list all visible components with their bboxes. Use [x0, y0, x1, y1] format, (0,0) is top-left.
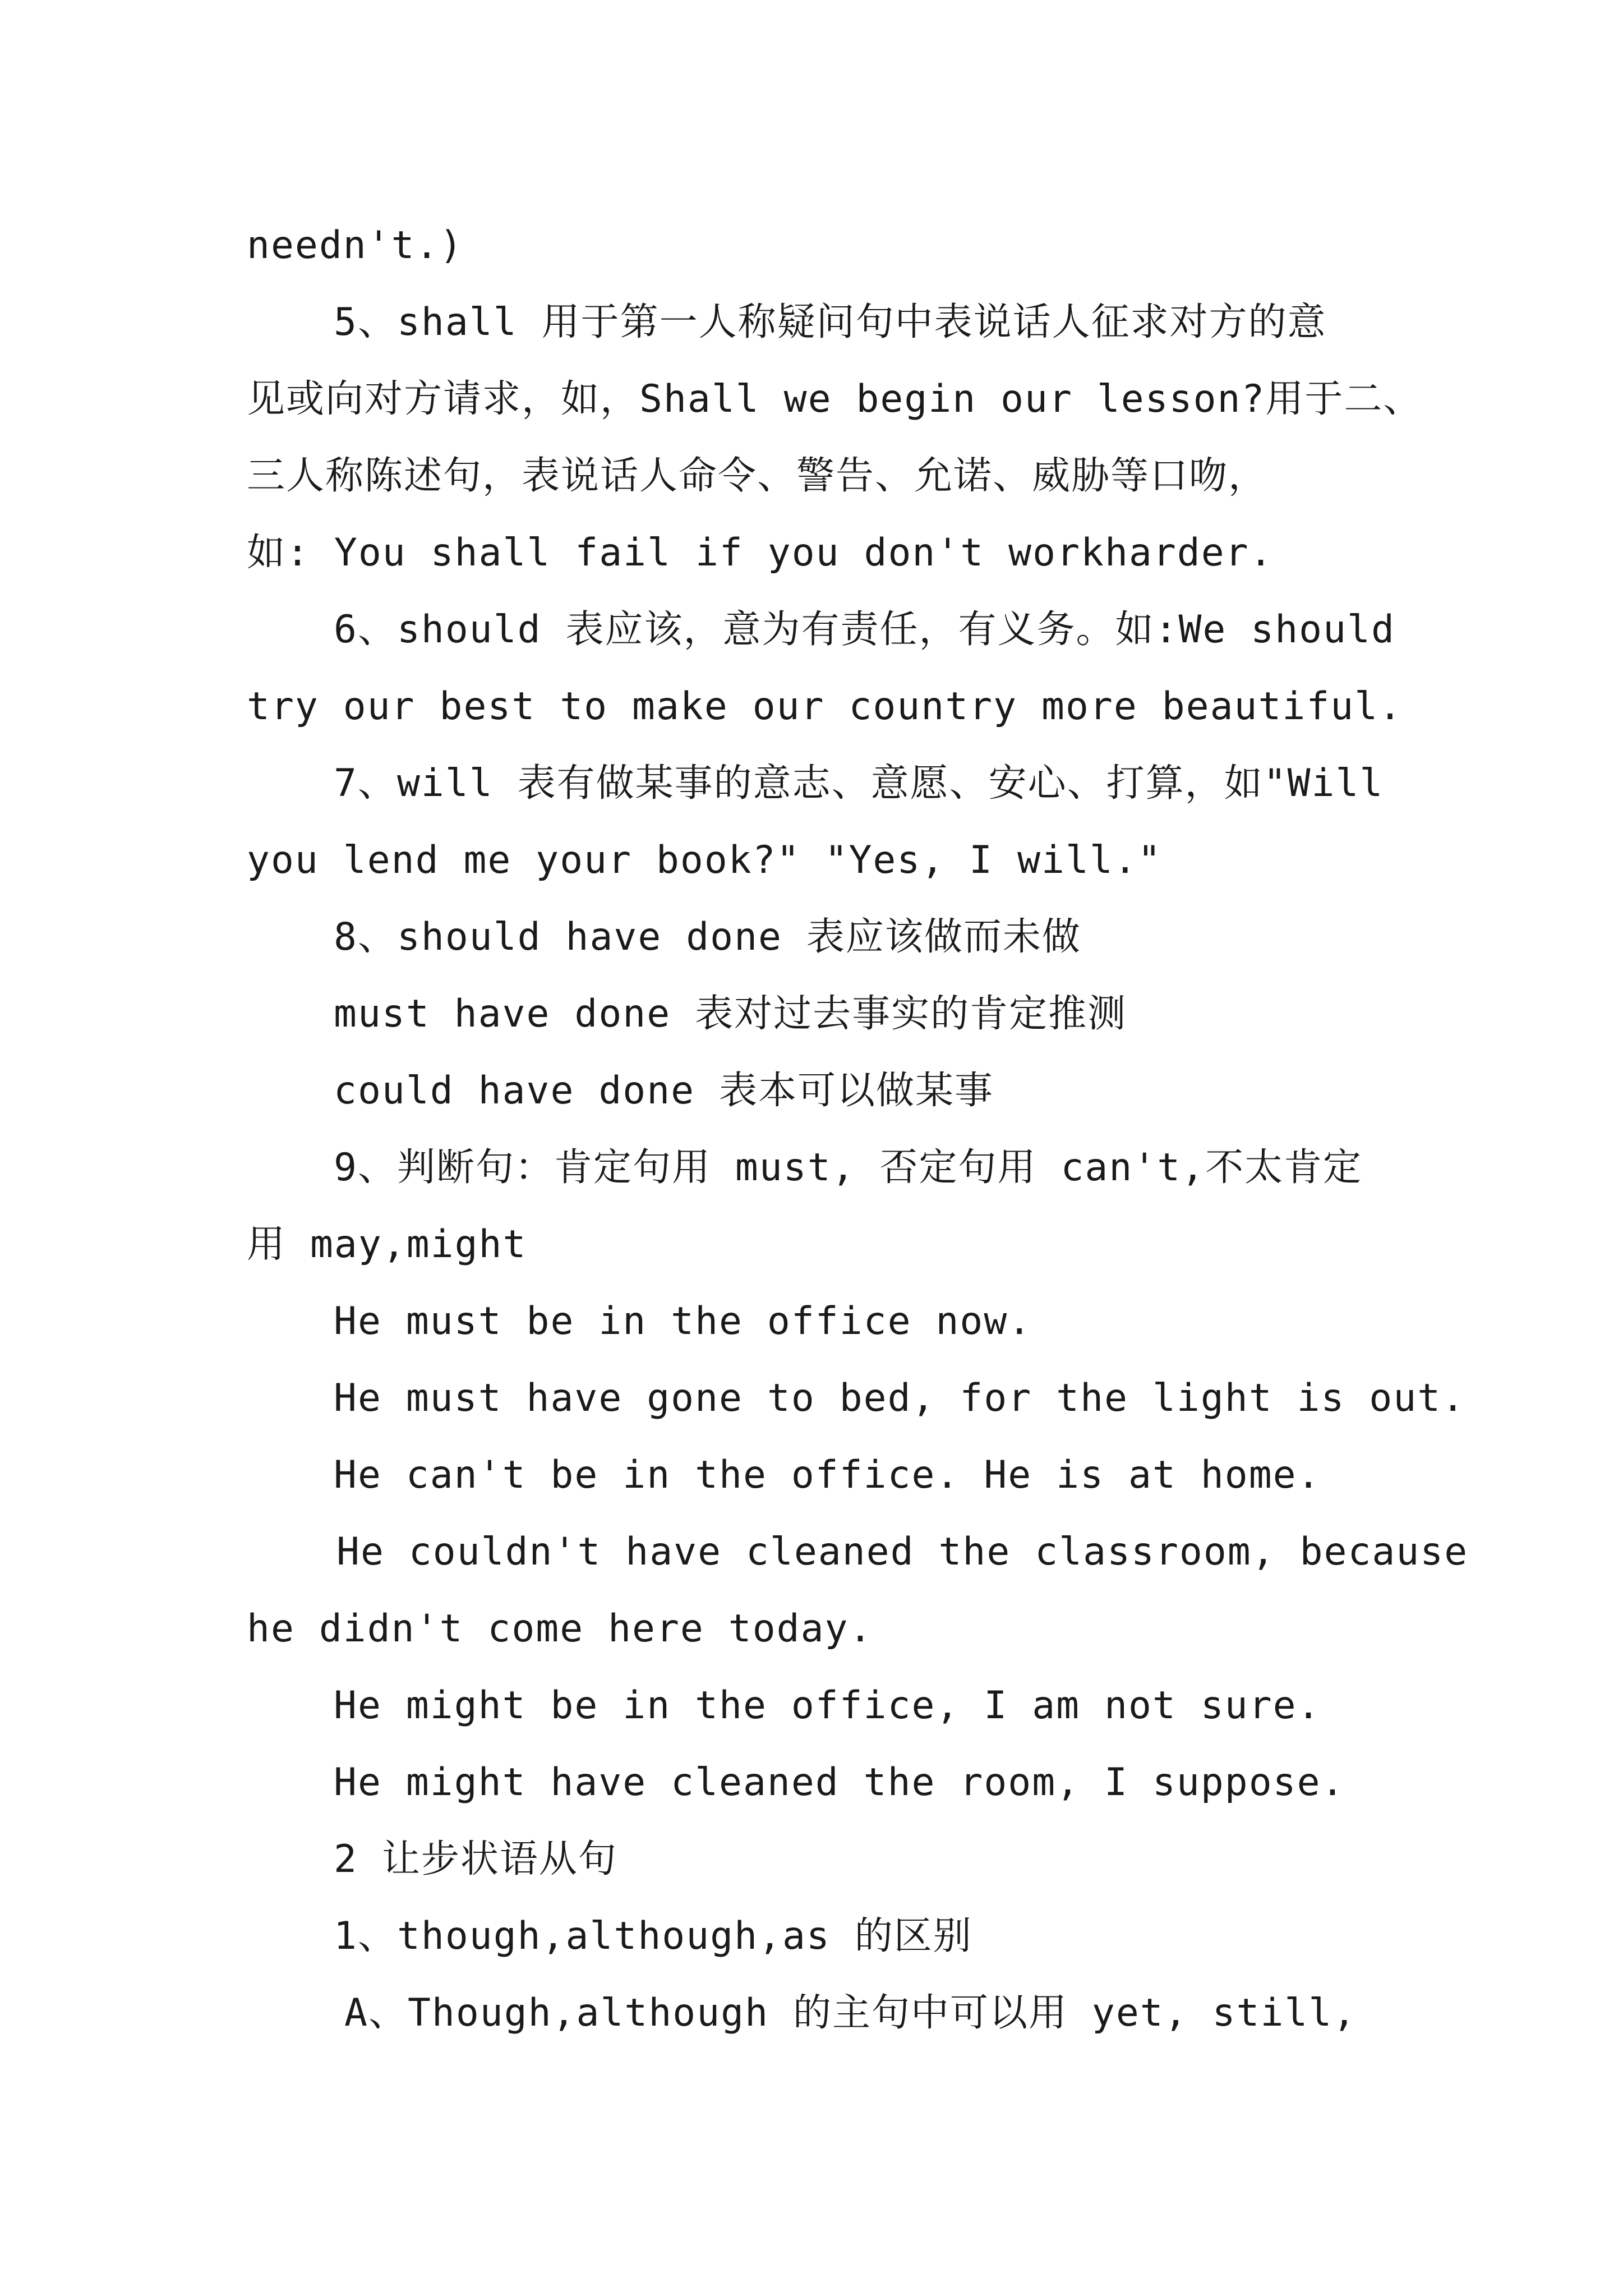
text-line: He might be in the office, I am not sure. [334, 1683, 1321, 1728]
text-line: He must be in the office now. [334, 1299, 1032, 1343]
text-line: 如: You shall fail if you don't workharder. [247, 531, 1274, 575]
text-line: 7、will 表有做某事的意志、意愿、安心、打算，如"Will [334, 761, 1384, 806]
text-line: 三人称陈述句，表说话人命令、警告、允诺、威胁等口吻， [247, 454, 1268, 498]
text-line: try our best to make our country more beautiful. [247, 684, 1403, 729]
text-line: 6、should 表应该，意为有责任，有义务。如:We should [334, 608, 1395, 652]
text-line: 5、shall 用于第一人称疑问句中表说话人征求对方的意 [334, 300, 1327, 344]
text-line: He can't be in the office. He is at home. [334, 1453, 1321, 1497]
text-line: could have done 表本可以做某事 [334, 1069, 994, 1113]
text-line: 2 让步状语从句 [334, 1837, 617, 1881]
text-line: 9、判断句：肯定句用 must, 否定句用 can't,不太肯定 [334, 1145, 1363, 1190]
text-line: He must have gone to bed, for the light is out. [334, 1376, 1466, 1420]
text-line: you lend me your book?" "Yes, I will." [247, 838, 1162, 882]
text-line: A、Though,although 的主句中可以用 yet, still, [344, 1991, 1357, 2035]
text-line: 用 may,might [247, 1222, 527, 1267]
text-line: 1、though,although,as 的区别 [334, 1914, 972, 1958]
text-line: 8、should have done 表应该做而未做 [334, 915, 1081, 959]
text-line: must have done 表对过去事实的肯定推测 [334, 992, 1127, 1036]
text-line: 见或向对方请求，如，Shall we begin our lesson?用于二、 [247, 377, 1423, 421]
text-line: He might have cleaned the room, I suppose. [334, 1760, 1345, 1805]
text-line: needn't.) [247, 223, 464, 268]
text-line: He couldn't have cleaned the classroom, because [336, 1530, 1469, 1574]
text-line: he didn't come here today. [247, 1607, 873, 1651]
